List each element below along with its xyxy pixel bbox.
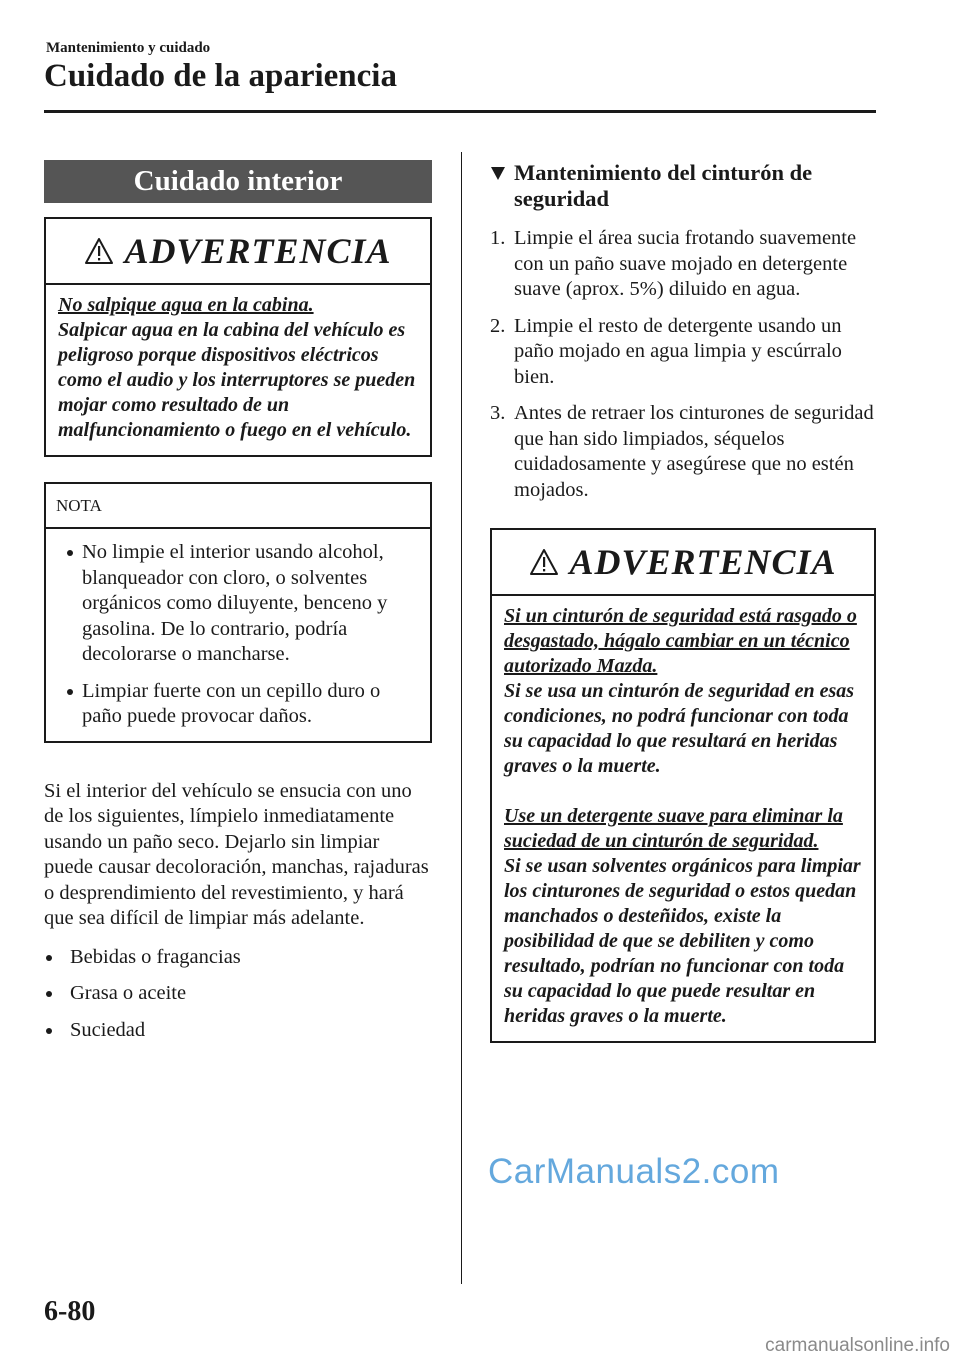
warning-triangle-icon (84, 237, 114, 265)
right-column (490, 160, 876, 1043)
bullet-icon (46, 991, 52, 997)
column-divider (461, 152, 462, 1284)
warning-text: Si se usa un cinturón de seguridad en esas condiciones, no podrá funcionar con toda su capacidad lo que resultará en heridas graves o la muerte. (504, 680, 855, 777)
left-column (44, 160, 432, 1054)
bullet-icon (46, 1028, 52, 1034)
warning-box-interior (44, 217, 432, 457)
page-number: 6-80 (44, 1296, 96, 1327)
cleaning-steps (490, 226, 876, 503)
bullet-icon (67, 689, 73, 695)
warning-emphasis: Use un detergente suave para eliminar la suciedad de un cinturón de seguridad. (504, 805, 843, 852)
watermark-logo: CarManuals2.com (488, 1152, 780, 1191)
bullet-icon (67, 550, 73, 556)
warning-header (492, 530, 874, 596)
note-title: NOTA (46, 484, 430, 529)
warning-triangle-icon (529, 548, 559, 576)
warning-emphasis: Si un cinturón de seguridad está rasgado o desgastado, hágalo cambiar en un técnico autorizado Mazda. (504, 605, 857, 677)
note-box (44, 482, 432, 743)
warning-box-seatbelt (490, 528, 876, 1043)
warning-text: Salpicar agua en la cabina del vehículo es peligroso porque dispositivos eléctricos como el audio y los interruptores se pueden mojar como resultado de un malfuncionamiento o fuego en el vehículo. (58, 319, 416, 441)
heading-rule (44, 110, 876, 113)
page-title: Cuidado de la apariencia (44, 58, 397, 94)
note-item: No limpie el interior usando alcohol, blanqueador con cloro, o solventes orgánicos como diluyente, benceno y gasolina. De lo contrario, podría decolorarse o mancharse. (56, 540, 422, 668)
bullet-icon (46, 955, 52, 961)
list-item: Suciedad (44, 1018, 432, 1044)
step-item: 1. Limpie el área sucia frotando suavemente con un paño suave mojado en detergente suave (aprox. 5%) diluido en agua. (490, 227, 857, 300)
warning-text: Si se usan solventes orgánicos para limpiar los cinturones de seguridad o estos quedan manchados o desteñidos, existe la posibilidad de que se debiliten y como resultado, podrían no funcionar con toda su capacidad lo que puede resultar en heridas graves o la muerte. (504, 855, 861, 1027)
list-item: Grasa o aceite (44, 981, 432, 1007)
warning-title: ADVERTENCIA (124, 231, 392, 271)
warning-title: ADVERTENCIA (569, 542, 837, 582)
warning-header (46, 219, 430, 285)
step-item: 2. Limpie el resto de detergente usando un paño mojado en agua limpia y escúrralo bien. (490, 314, 842, 388)
step-item: 3. Antes de retraer los cinturones de seguridad que han sido limpiados, séquelos cuidadosamente y asegúrese que no estén mojados. (490, 402, 874, 501)
list-item: Bebidas o fragancias (44, 945, 432, 971)
triangle-down-icon (490, 165, 506, 181)
footer-site-label: carmanualsonline.info (765, 1335, 950, 1356)
stain-list (44, 945, 432, 1044)
warning-body (46, 285, 430, 455)
subsection-heading: Mantenimiento del cinturón de seguridad (490, 160, 876, 212)
warning-emphasis: No salpique agua en la cabina. (58, 294, 314, 316)
body-paragraph: Si el interior del vehículo se ensucia con uno de los siguientes, límpielo inmediatamente usando un paño seco. Dejarlo sin limpiar puede causar decoloración, manchas, rajaduras o desprendimiento del revestimiento, y hará que sea difícil de limpiar más adelante. (44, 779, 429, 929)
warning-body (492, 596, 874, 1041)
section-banner: Cuidado interior (44, 160, 432, 203)
note-item: Limpiar fuerte con un cepillo duro o paño puede provocar daños. (56, 679, 422, 730)
section-label: Mantenimiento y cuidado (46, 40, 211, 56)
